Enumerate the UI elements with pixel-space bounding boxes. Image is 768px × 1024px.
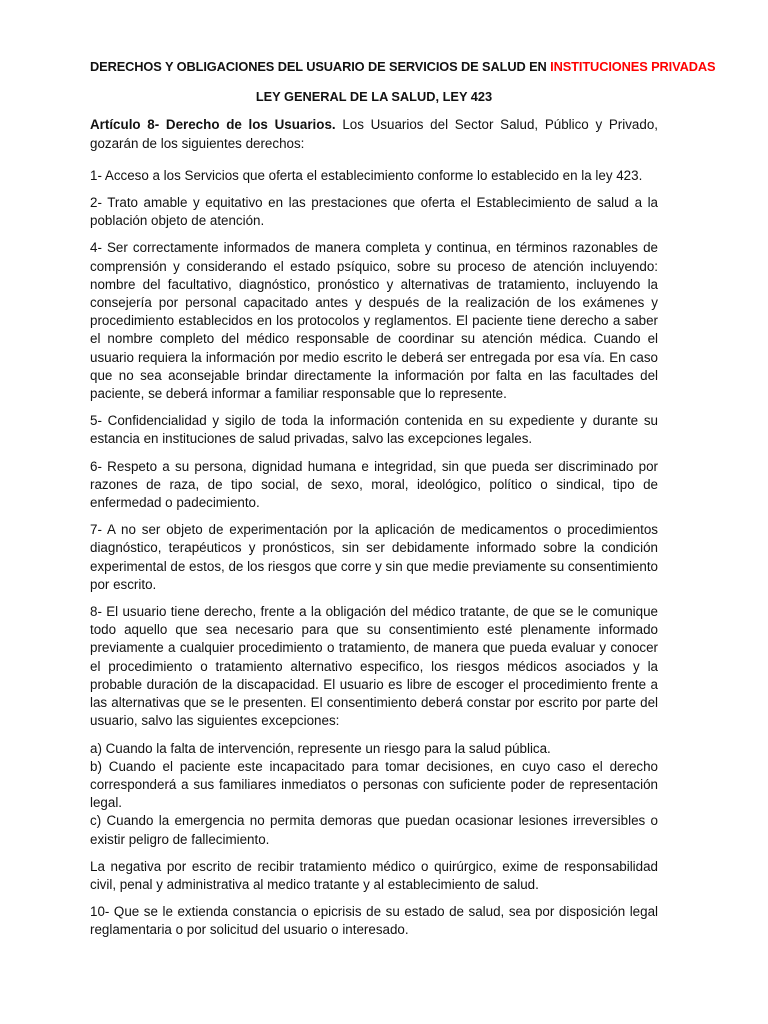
right-item-8: 8- El usuario tiene derecho, frente a la obligación del médico tratante, de que se le comunique todo aquello que sea necesario para que su consentimiento esté plenamente informado previamente a cualquier procedimiento o tratamiento, de manera que pueda evaluar y conocer el procedimiento o tratamiento alternativo especifico, los riesgos médicos asociados y la probable duración de la discapacidad. El usuario es libre de escoger el procedimiento frente a las alternativas que se le presenten. El consentimiento deberá constar por escrito por parte del usuario, salvo las siguientes excepciones: xyxy=(90,604,658,729)
document-title xyxy=(90,58,716,76)
right-item-2: 2- Trato amable y equitativo en las prestaciones que oferta el Establecimiento de salud a la población objeto de atención. xyxy=(90,195,658,229)
article-intro-paragraph xyxy=(90,116,658,152)
exception-c: c) Cuando la emergencia no permita demoras que puedan ocasionar lesiones irreversibles o existir peligro de fallecimiento. xyxy=(90,813,658,847)
title-accent: INSTITUCIONES PRIVADAS xyxy=(550,59,716,74)
document-subtitle: LEY GENERAL DE LA SALUD, LEY 423 xyxy=(255,89,493,105)
title-main: DERECHOS Y OBLIGACIONES DEL USUARIO DE SERVICIOS DE SALUD EN xyxy=(90,59,551,74)
article-heading: Artículo 8- Derecho de los Usuarios. xyxy=(90,117,336,133)
right-item-1: 1- Acceso a los Servicios que oferta el establecimiento conforme lo establecido en la ley 423. xyxy=(90,167,643,183)
right-item-5: 5- Confidencialidad y sigilo de toda la información contenida en su expediente y durante su estancia en instituciones de salud privadas, salvo las excepciones legales. xyxy=(90,413,658,447)
exception-b: b) Cuando el paciente este incapacitado para tomar decisiones, en cuyo caso el derecho corresponderá a sus familiares inmediatos o personas con suficiente poder de representación legal. xyxy=(90,758,658,811)
right-item-4: 4- Ser correctamente informados de manera completa y continua, en términos razonables de comprensión y considerando el estado psíquico, sobre su proceso de atención incluyendo: nombre del facultativo, diagnóstico, pronóstico y alternativas de tratamiento, incluyendo la consejería por personal capacitado antes y después de la realización de los exámenes y procedimiento establecidos en los protocolos y reglamentos. El paciente tiene derecho a saber el nombre completo del médico responsable de coordinar su atención médica. Cuando el usuario requiera la información por medio escrito le deberá ser entregada por esa vía. En caso que no sea aconsejable brindar directamente la información por falta en las facultades del paciente, se deberá informar a familiar responsable que lo represente. xyxy=(90,240,658,402)
article-intro: Los Usuarios del Sector Salud, Público y Privado, gozarán de los siguientes derechos: xyxy=(90,117,658,151)
exception-a: a) Cuando la falta de intervención, represente un riesgo para la salud pública. xyxy=(90,740,551,756)
right-item-6: 6- Respeto a su persona, dignidad humana e integridad, sin que pueda ser discriminado por razones de raza, de tipo social, de sexo, moral, ideológico, político o sindical, tipo de enfermedad o padecimiento. xyxy=(90,458,658,511)
negativa-paragraph: La negativa por escrito de recibir tratamiento médico o quirúrgico, exime de responsabilidad civil, penal y administrativa al medico tratante y al establecimiento de salud. xyxy=(90,858,658,892)
right-item-10: 10- Que se le extienda constancia o epicrisis de su estado de salud, sea por disposición legal reglamentaria o por solicitud del usuario o interesado. xyxy=(90,904,658,938)
right-item-7: 7- A no ser objeto de experimentación por la aplicación de medicamentos o procedimientos diagnóstico, terapéuticos y pronósticos, sin ser debidamente informado sobre la condición experimental de estos, de los riesgos que corre y sin que medie previamente su consentimiento por escrito. xyxy=(90,522,658,592)
document-page xyxy=(90,58,716,949)
